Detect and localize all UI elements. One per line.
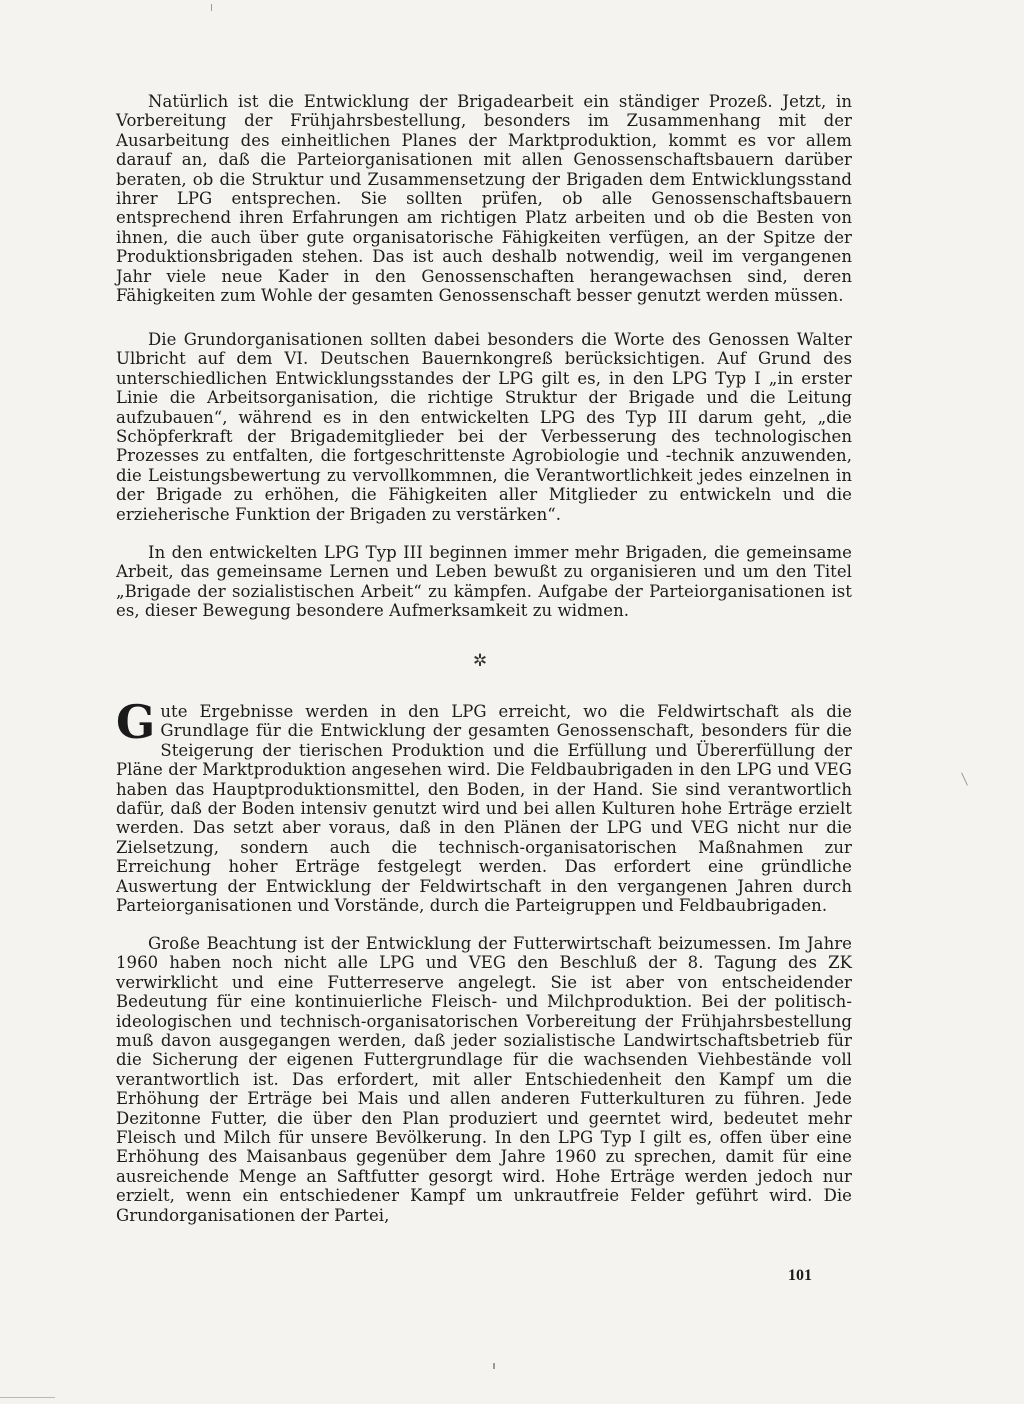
scan-speck (961, 772, 968, 785)
paragraph-field-economy (116, 695, 852, 916)
paragraph-text (116, 695, 852, 916)
paragraph-fodder-economy (116, 934, 852, 1225)
paragraph-text: Große Beachtung ist der Entwicklung der Futterwirtschaft beizumessen. Im Jahre 1960 haben noch nicht alle LPG und VEG den Beschluß der 8. Tagung des ZK verwirklicht und eine Futterreserve angelegt. Sie ist aber von entscheidender Bedeutung für eine kontinuierliche Fleisch- und Milchproduktion. Bei der politisch-ideologischen und technisch-organisatorischen Vorbereitung der Frühjahrsbestellung muß davon ausgegangen werden, daß jeder sozialistische Landwirtschaftsbetrieb für die Sicherung der eigenen Futtergrundlage für die wachsenden Viehbestände voll verantwortlich ist. Das erfordert, mit aller Entschiedenheit den Kampf um die Erhöhung der Erträge bei Mais und allen anderen Futterkulturen zu führen. Jede Dezitonne Futter, die über den Plan produziert und geerntet wird, bedeutet mehr Fleisch und Milch für unsere Bevölkerung. In den LPG Typ I gilt es, offen über eine Erhöhung des Maisanbaus gegenüber dem Jahre 1960 zu sprechen, damit für eine ausreichende Menge an Saftfutter gesorgt wird. Hohe Erträge werden jedoch nur erzielt, wenn ein entschiedener Kampf um unkrautfreie Felder geführt wird. Die Grundorganisationen der Partei, (116, 934, 852, 1225)
scan-speck (211, 4, 212, 11)
paragraph-text: Natürlich ist die Entwicklung der Brigadearbeit ein ständiger Prozeß. Jetzt, in Vorbereitung der Frühjahrsbestellung, besonders im Zusammenhang mit der Ausarbeitung des einheitlichen Planes der Marktproduktion, kommt es vor allem darauf an, daß die Parteiorganisationen mit allen Genossenschaftsbauern darüber beraten, ob die Struktur und Zusammensetzung der Brigaden dem Entwicklungsstand ihrer LPG entsprechen. Sie sollten prüfen, ob alle Genossenschaftsbauern entsprechend ihren Erfahrungen am richtigen Platz arbeiten und ob die Besten von ihnen, die auch über gute organisatorische Fähigkeiten verfügen, an der Spitze der Produktionsbrigaden stehen. Das ist auch deshalb notwendig, weil im vergangenen Jahr viele neue Kader in den Genossenschaften herangewachsen sind, deren Fähigkeiten zum Wohle der gesamten Genossenschaft besser genutzt werden müssen. (116, 92, 852, 306)
drop-cap-letter: G (116, 695, 156, 749)
paragraph-text: Die Grundorganisationen sollten dabei besonders die Worte des Genossen Walter Ulbricht auf dem VI. Deutschen Bauernkongreß berücksichtigen. Auf Grund des unterschiedlichen Entwicklungsstandes der LPG gilt es, in den LPG Typ I „in erster Linie die Arbeitsorganisation, die richtige Struktur der Brigade und die Leitung aufzubauen“, während es in den entwickelten LPG des Typ III darum geht, „die Schöpferkraft der Brigademitglieder bei der Verbesserung des technologischen Prozesses zu entfalten, die fortgeschrittenste Agrobiologie und -technik anzuwenden, die Leistungsbewertung zu vervollkommnen, die Verantwortlichkeit jedes einzelnen in der Brigade zu erhöhen, die Fähigkeiten aller Mitglieder zu entwickeln und die erzieherische Funktion der Brigaden zu verstärken“. (116, 330, 852, 524)
section-divider-star-icon: ✲ (472, 651, 488, 671)
paragraph-brigade-development (116, 92, 852, 305)
paragraph-ulbricht-quote (116, 330, 852, 524)
paragraph-text: In den entwickelten LPG Typ III beginnen immer mehr Brigaden, die gemeinsame Arbeit, das gemeinsame Lernen und Leben bewußt zu organisieren und um den Titel „Brigade der sozialistischen Arbeit“ zu kämpfen. Aufgabe der Parteiorganisationen ist es, dieser Bewegung besondere Aufmerksamkeit zu widmen. (116, 543, 852, 621)
scan-edge-mark (0, 1397, 55, 1398)
scan-speck (493, 1363, 495, 1369)
page-number: 101 (788, 1267, 812, 1284)
paragraph-socialist-brigades (116, 543, 852, 621)
paragraph-body: ute Ergebnisse werden in den LPG erreicht, wo die Feldwirtschaft als die Grundlage für die Entwicklung der gesamten Genossenschaft, besonders für die Steigerung der tierischen Produktion und die Erfüllung und Übererfüllung der Pläne der Marktproduktion angesehen wird. Die Feldbaubrigaden in den LPG und VEG haben das Hauptproduktionsmittel, den Boden, in der Hand. Sie sind verantwortlich dafür, daß der Boden intensiv genutzt wird und bei allen Kulturen hohe Erträge erzielt werden. Das setzt aber voraus, daß in den Plänen der LPG und VEG nicht nur die Zielsetzung, sondern auch die technisch-organisatorischen Maßnahmen zur Erreichung hoher Erträge festgelegt werden. Das erfordert eine gründliche Auswertung der Entwicklung der Feldwirtschaft in den vergangenen Jahren durch Parteiorganisationen und Vorstände, durch die Parteigruppen und Feldbaubrigaden. (116, 702, 852, 916)
